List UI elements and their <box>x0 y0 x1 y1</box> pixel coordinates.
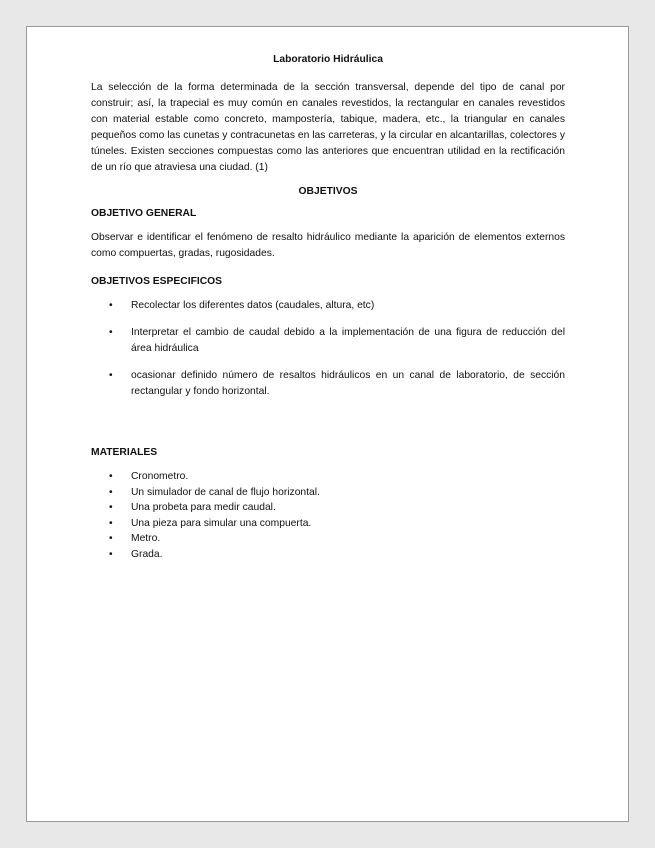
objetivos-especificos-heading: OBJETIVOS ESPECIFICOS <box>91 276 223 287</box>
document-page <box>26 26 629 822</box>
list-item: • Metro. <box>91 531 565 547</box>
document-content <box>91 47 565 563</box>
objetivo-general-heading: OBJETIVO GENERAL <box>91 208 197 219</box>
list-item: • Una probeta para medir caudal. <box>91 500 565 516</box>
list-item: • ocasionar definido número de resaltos hidráulicos en un canal de laboratorio, de sección rectangular y fondo horizontal. <box>91 368 565 400</box>
document-title: Laboratorio Hidráulica <box>273 54 383 65</box>
intro-paragraph: La selección de la forma determinada de la sección transversal, depende del tipo de canal por construir; así, la trapecial es muy común en canales revestidos, la rectangular en canales revestidos con material estable como concreto, mampostería, tabique, madera, etc., la triangular en canales pequeños como las cunetas y contracunetas en las carreteras, y la circular en alcantarillas, colectores y túneles. Existen secciones compuestas como las anteriores que encuentran utilidad en la rectificación de un río que atraviesa una ciudad. (1) <box>91 82 565 173</box>
list-item: • Interpretar el cambio de caudal debido a la implementación de una figura de reducción del área hidráulica <box>91 325 565 357</box>
list-item: • Grada. <box>91 547 565 563</box>
list-item: • Una pieza para simular una compuerta. <box>91 516 565 532</box>
materiales-heading: MATERIALES <box>91 447 158 458</box>
objetivo-general-text: Observar e identificar el fenómeno de resalto hidráulico mediante la aparición de elementos externos como compuertas, gradas, rugosidades. <box>91 232 565 259</box>
materiales-list <box>91 469 565 563</box>
list-item: • Cronometro. <box>91 469 565 485</box>
objetivos-heading: OBJETIVOS <box>298 186 358 197</box>
objetivos-especificos-list <box>91 298 565 400</box>
list-item: • Un simulador de canal de flujo horizontal. <box>91 485 565 501</box>
list-item: • Recolectar los diferentes datos (caudales, altura, etc) <box>91 298 565 314</box>
